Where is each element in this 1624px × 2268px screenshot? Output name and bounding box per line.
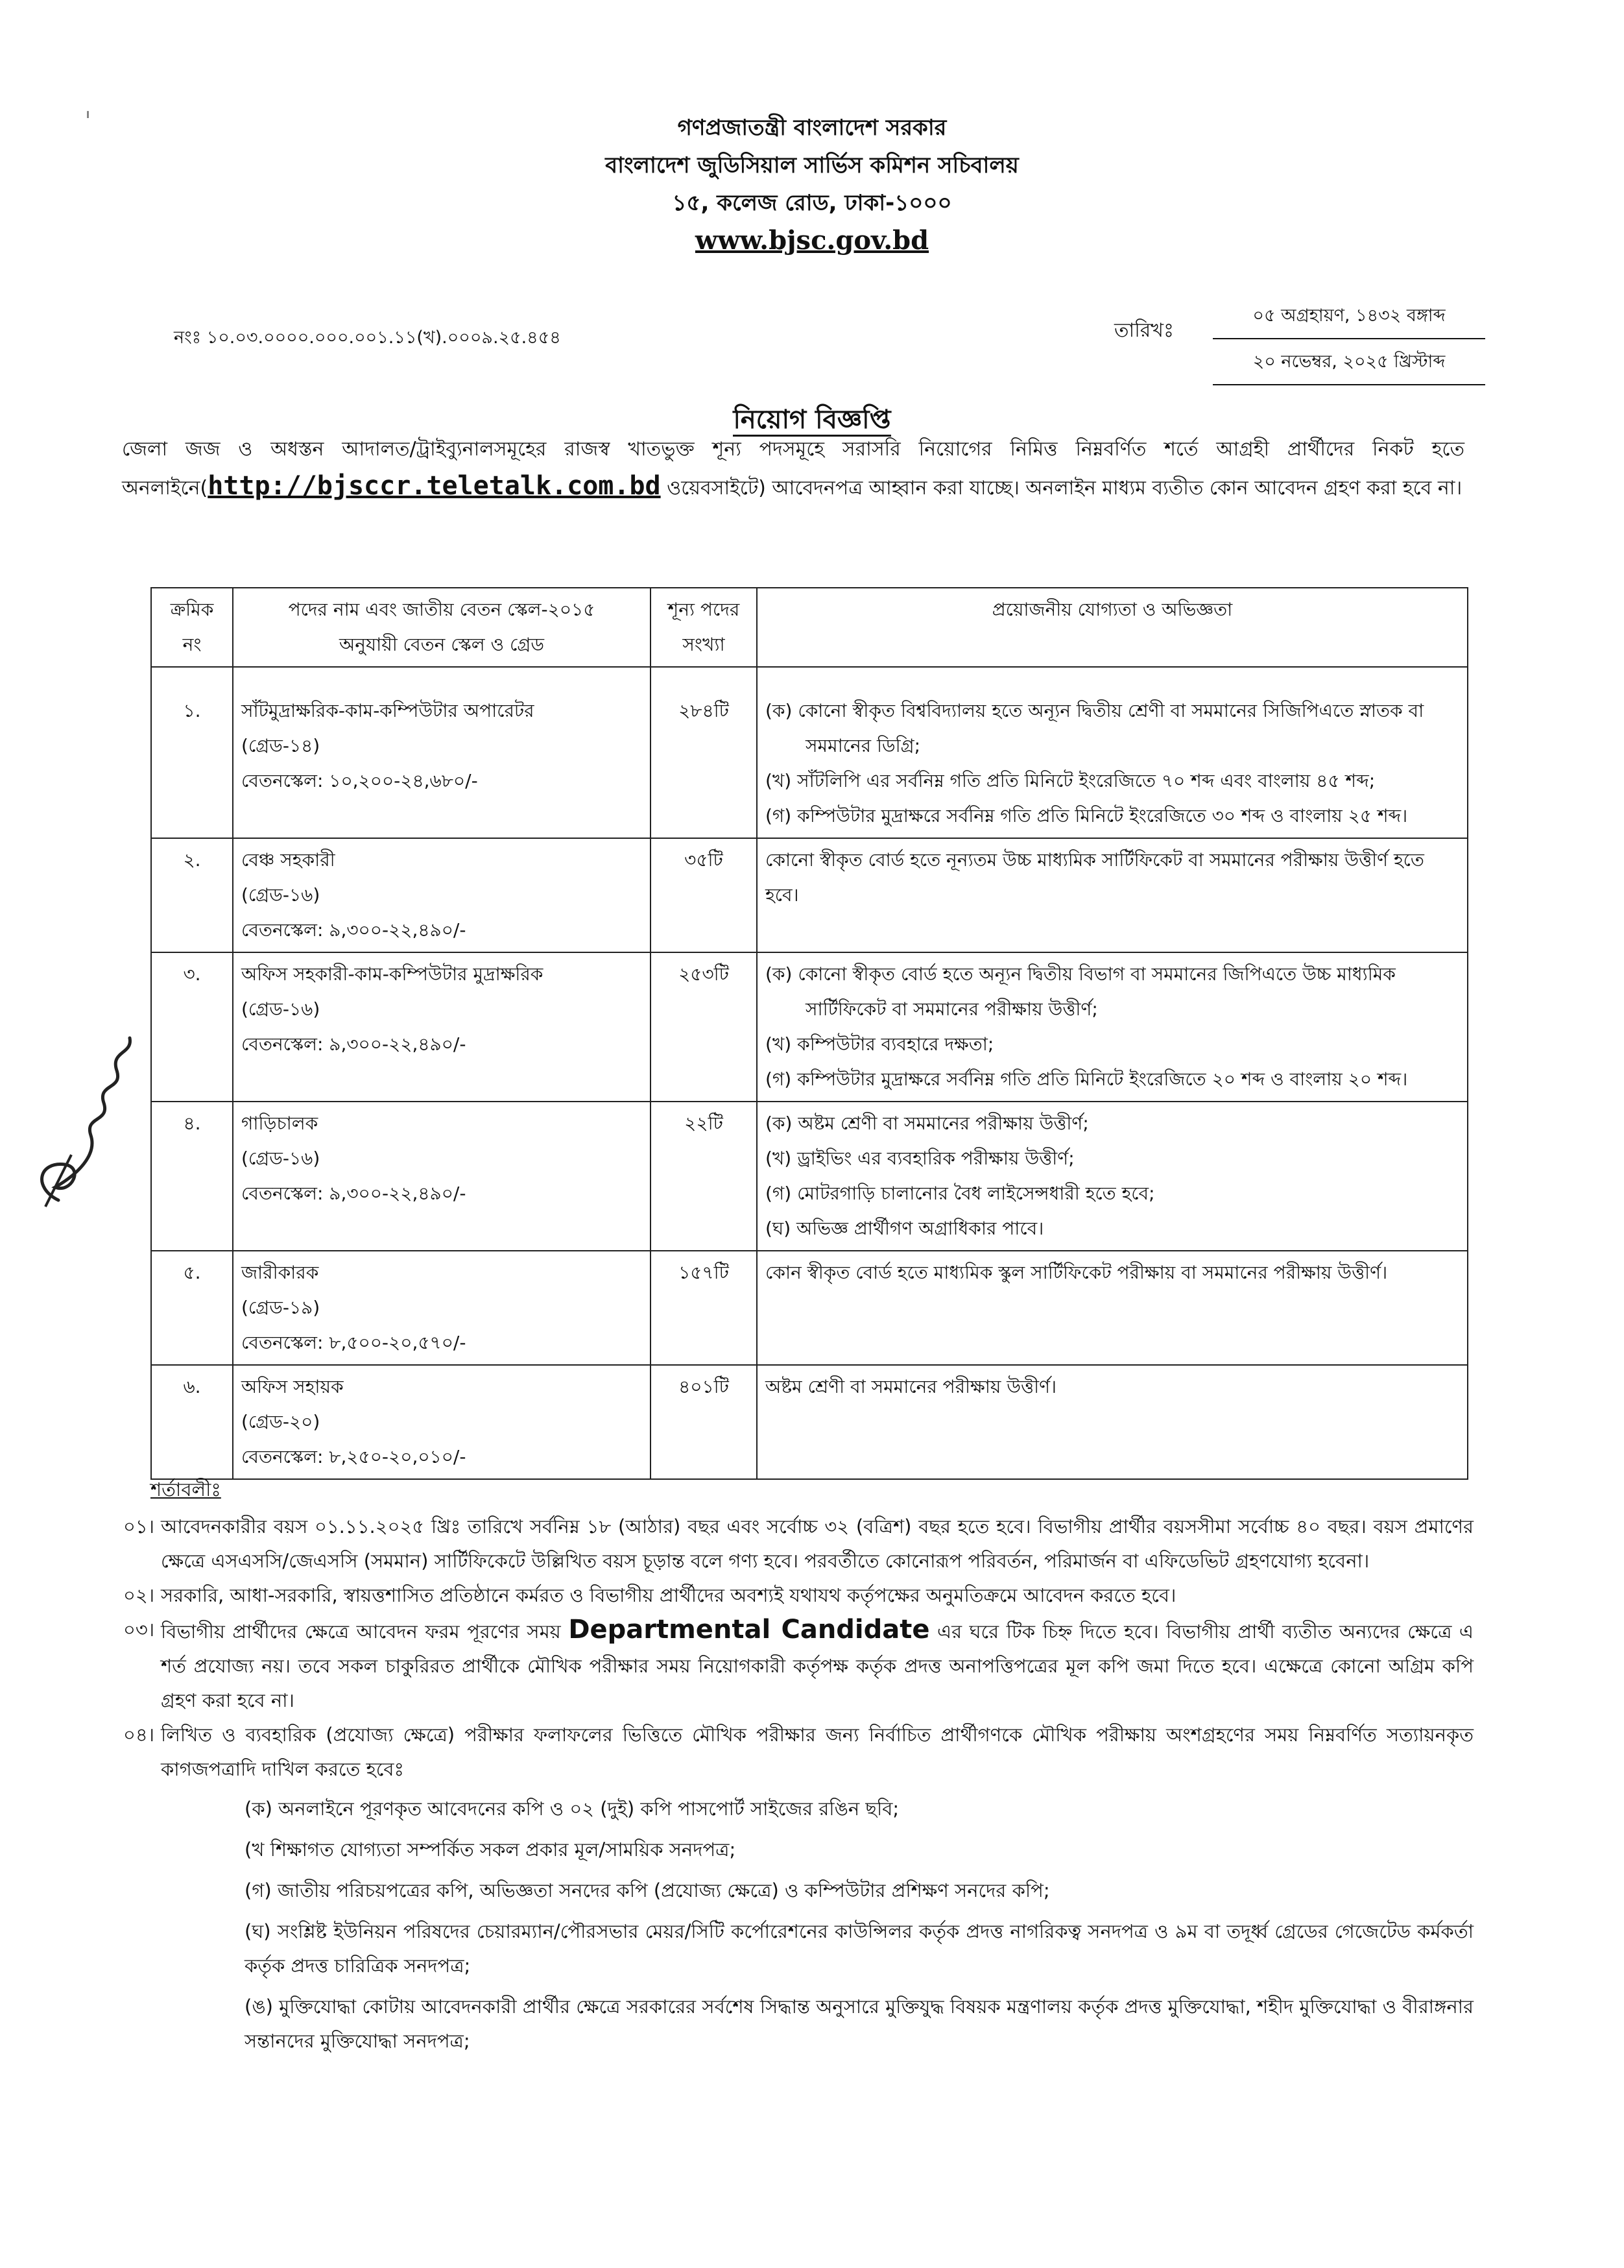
row-post: অফিস সহকারী-কাম-কম্পিউটার মুদ্রাক্ষরিক (গ্রেড-১৬) বেতনস্কেল: ৯,৩০০-২২,৪৯০/- (233, 952, 651, 1102)
condition-item: ০৪। লিখিত ও ব্যবহারিক (প্রযোজ্য ক্ষেত্রে) পরীক্ষার ফলাফলের ভিত্তিতে মৌখিক পরীক্ষার জন্য নির্বাচিত প্রার্থীগণকে মৌখিক পরীক্ষায় অংশগ্রহণের সময় নিম্নবর্ণিত সত্যায়নকৃত কাগজপত্রাদি দাখিল করতে হবেঃ (123, 1724, 1474, 1780)
list-item: (খ শিক্ষাগত যোগ্যতা সম্পর্কিত সকল প্রকার মূল/সাময়িক সনদপত্র; (245, 1839, 736, 1861)
table-row (151, 667, 1468, 838)
date-bangla: ০৫ অগ্রহায়ণ, ১৪৩২ বঙ্গাব্দ (1213, 300, 1485, 339)
row-post: গাড়িচালক (গ্রেড-১৬) বেতনস্কেল: ৯,৩০০-২২,৪৯০/- (233, 1102, 651, 1251)
row-vacancy: ২৫৩টি (651, 952, 757, 1102)
header-serial: ক্রমিক নং (151, 588, 233, 667)
row-vacancy: ৩৫টি (651, 838, 757, 952)
table-row (151, 1102, 1468, 1251)
list-item: (গ) জাতীয় পরিচয়পত্রের কপি, অভিজ্ঞতা সনদের কপি (প্রযোজ্য ক্ষেত্রে) ও কম্পিউটার প্রশিক্ষণ সনদের কপি; (245, 1879, 1050, 1901)
date-block (1213, 300, 1485, 385)
header-post: পদের নাম এবং জাতীয় বেতন স্কেল-২০১৫ অনুযায়ী বেতন স্কেল ও গ্রেড (233, 588, 651, 667)
row-vacancy: ২২টি (651, 1102, 757, 1251)
required-documents-list (245, 1792, 1474, 2058)
row-vacancy: ২৮৪টি (651, 667, 757, 838)
date-english: ২০ নভেম্বর, ২০২৫ খ্রিস্টাব্দ (1213, 339, 1485, 385)
handwritten-signature-icon (19, 1025, 156, 1220)
header-vacancy: শূন্য পদের সংখ্যা (651, 588, 757, 667)
date-label: তারিখঃ (1114, 319, 1174, 342)
vacancy-table (150, 587, 1468, 1480)
memo-number: নংঃ ১০.০৩.০০০০.০০০.০০১.১১(খ).০০০৯.২৫.৪৫৪ (174, 328, 561, 348)
row-post: অফিস সহায়ক (গ্রেড-২০) বেতনস্কেল: ৮,২৫০-২০,০১০/- (233, 1365, 651, 1479)
list-item: (ঙ) মুক্তিযোদ্ধা কোটায় আবেদনকারী প্রার্থীর ক্ষেত্রে সরকারের সর্বশেষ সিদ্ধান্ত অনুসারে মুক্তিযুদ্ধ বিষয়ক মন্ত্রণালয় কর্তৃক প্রদত্ত মুক্তিযোদ্ধা, শহীদ মুক্তিযোদ্ধা ও বীরাঙ্গনার সন্তানদের মুক্তিযোদ্ধা সনদপত্র; (245, 1996, 1474, 2052)
application-link[interactable]: http://bjsccr.teletalk.com.bd (208, 471, 661, 501)
notice-title: নিয়োগ বিজ্ঞপ্তি (0, 399, 1624, 442)
row-qualification: কোনো স্বীকৃত বোর্ড হতে নূন্যতম উচ্চ মাধ্যমিক সার্টিফিকেট বা সমমানের পরীক্ষায় উত্তীর্ণ হতে হবে। (757, 838, 1468, 952)
notice-intro: জেলা জজ ও অধস্তন আদালত/ট্রাইব্যুনালসমূহের রাজস্ব খাতভুক্ত শূন্য পদসমূহে সরাসরি নিয়োগের নিমিত্ত নিম্নবর্ণিত শর্তে আগ্রহী প্রার্থীদের নিকট হতে অনলাইনে(http://bjsccr.teletalk.com.bd ওয়েবসাইটে) আবেদনপত্র আহ্বান করা যাচ্ছে। অনলাইন মাধ্যম ব্যতীত কোন আবেদন গ্রহণ করা হবে না। (122, 438, 1464, 501)
departmental-candidate-label: Departmental Candidate (568, 1615, 930, 1645)
table-row (151, 1365, 1468, 1479)
row-vacancy: ৪০১টি (651, 1365, 757, 1479)
row-post: সাঁটমুদ্রাক্ষরিক-কাম-কম্পিউটার অপারেটর (গ্রেড-১৪) বেতনস্কেল: ১০,২০০-২৪,৬৮০/- (233, 667, 651, 838)
row-serial: ২. (151, 838, 233, 952)
table-header-row (151, 588, 1468, 667)
table-row (151, 1251, 1468, 1365)
office-name: বাংলাদেশ জুডিসিয়াল সার্ভিস কমিশন সচিবালয় (605, 152, 1019, 178)
government-name: গণপ্রজাতন্ত্রী বাংলাদেশ সরকার (677, 115, 947, 141)
website-link[interactable]: www.bjsc.gov.bd (695, 225, 929, 256)
row-qualification: (ক) কোনো স্বীকৃত বিশ্ববিদ্যালয় হতে অন্যূন দ্বিতীয় শ্রেণী বা সমমানের সিজিপিএতে স্নাতক বা সমমানের ডিগ্রি; (খ) সাঁটলিপি এর সর্বনিম্ন গতি প্রতি মিনিটে ইংরেজিতে ৭০ শব্দ এবং বাংলায় ৪৫ শব্দ; (গ) কম্পিউটার মুদ্রাক্ষরে সর্বনিম্ন গতি প্রতি মিনিটে ইংরেজিতে ৩০ শব্দ ও বাংলায় ২৫ শব্দ। (757, 667, 1468, 838)
row-serial: ৫. (151, 1251, 233, 1365)
row-serial: ১. (151, 667, 233, 838)
conditions-title: শর্তাবলীঃ (150, 1478, 221, 1501)
conditions-section (123, 1473, 1474, 2065)
row-qualification: (ক) কোনো স্বীকৃত বোর্ড হতে অন্যূন দ্বিতীয় বিভাগ বা সমমানের জিপিএতে উচ্চ মাধ্যমিক সার্টিফিকেট বা সমমানের পরীক্ষায় উত্তীর্ণ; (খ) কম্পিউটার ব্যবহারে দক্ষতা; (গ) কম্পিউটার মুদ্রাক্ষরে সর্বনিম্ন গতি প্রতি মিনিটে ইংরেজিতে ২০ শব্দ ও বাংলায় ২০ শব্দ। (757, 952, 1468, 1102)
row-qualification: (ক) অষ্টম শ্রেণী বা সমমানের পরীক্ষায় উত্তীর্ণ; (খ) ড্রাইভিং এর ব্যবহারিক পরীক্ষায় উত্তীর্ণ; (গ) মোটরগাড়ি চালানোর বৈধ লাইসেন্সধারী হতে হবে; (ঘ) অভিজ্ঞ প্রার্থীগণ অগ্রাধিকার পাবে। (757, 1102, 1468, 1251)
table-row (151, 952, 1468, 1102)
list-item: (ক) অনলাইনে পূরণকৃত আবেদনের কপি ও ০২ (দুই) কপি পাসপোর্ট সাইজের রঙিন ছবি; (245, 1798, 900, 1820)
letterhead (0, 109, 1624, 259)
header-qualification: প্রয়োজনীয় যোগ্যতা ও অভিজ্ঞতা (757, 588, 1468, 667)
office-address: ১৫, কলেজ রোড, ঢাকা-১০০০ (672, 190, 952, 216)
table-row (151, 838, 1468, 952)
condition-item: ০২। সরকারি, আধা-সরকারি, স্বায়ত্তশাসিত প্রতিষ্ঠানে কর্মরত ও বিভাগীয় প্রার্থীদের অবশ্যই যথাযথ কর্তৃপক্ষের অনুমতিক্রমে আবেদন করতে হবে। (123, 1584, 1176, 1606)
row-serial: ৩. (151, 952, 233, 1102)
condition-item: ০১। আবেদনকারীর বয়স ০১.১১.২০২৫ খ্রিঃ তারিখে সর্বনিম্ন ১৮ (আঠার) বছর এবং সর্বোচ্চ ৩২ (বত্রিশ) বছর হতে হবে। বিভাগীয় প্রার্থীর বয়সসীমা সর্বোচ্চ ৪০ বছর। বয়স প্রমাণের ক্ষেত্রে এসএসসি/জেএসসি (সমমান) সার্টিফিকেটে উল্লিখিত বয়স চূড়ান্ত বলে গণ্য হবে। পরবর্তীতে কোনোরূপ পরিবর্তন, পরিমার্জন বা এফিডেভিট গ্রহণযোগ্য হবেনা। (123, 1515, 1474, 1572)
row-qualification: অষ্টম শ্রেণী বা সমমানের পরীক্ষায় উত্তীর্ণ। (757, 1365, 1468, 1479)
row-qualification: কোন স্বীকৃত বোর্ড হতে মাধ্যমিক স্কুল সার্টিফিকেট পরীক্ষায় বা সমমানের পরীক্ষায় উত্তীর্ণ। (757, 1251, 1468, 1365)
row-post: বেঞ্চ সহকারী (গ্রেড-১৬) বেতনস্কেল: ৯,৩০০-২২,৪৯০/- (233, 838, 651, 952)
scan-speck: ˌ (84, 91, 91, 121)
condition-item: ০৩। বিভাগীয় প্রার্থীদের ক্ষেত্রে আবেদন ফরম পূরণের সময় Departmental Candidate এর ঘরে টিক চিহ্ন দিতে হবে। বিভাগীয় প্রার্থী ব্যতীত অন্যদের ক্ষেত্রে এ শর্ত প্রযোজ্য নয়। তবে সকল চাকুরিরত প্রার্থীকে মৌখিক পরীক্ষার সময় নিয়োগকারী কর্তৃপক্ষ কর্তৃক প্রদত্ত অনাপত্তিপত্রের মূল কপি জমা দিতে হবে। এক্ষেত্রে কোনো অগ্রিম কপি গ্রহণ করা হবে না। (123, 1615, 1474, 1711)
row-vacancy: ১৫৭টি (651, 1251, 757, 1365)
row-post: জারীকারক (গ্রেড-১৯) বেতনস্কেল: ৮,৫০০-২০,৫৭০/- (233, 1251, 651, 1365)
row-serial: ৪. (151, 1102, 233, 1251)
list-item: (ঘ) সংশ্লিষ্ট ইউনিয়ন পরিষদের চেয়ারম্যান/পৌরসভার মেয়র/সিটি কর্পোরেশনের কাউন্সিলর কর্তৃক প্রদত্ত নাগরিকত্ব সনদপত্র ও ৯ম বা তদূর্ধ্ব গ্রেডের গেজেটেড কর্মকর্তা কর্তৃক প্রদত্ত চারিত্রিক সনদপত্র; (245, 1920, 1474, 1977)
row-serial: ৬. (151, 1365, 233, 1479)
